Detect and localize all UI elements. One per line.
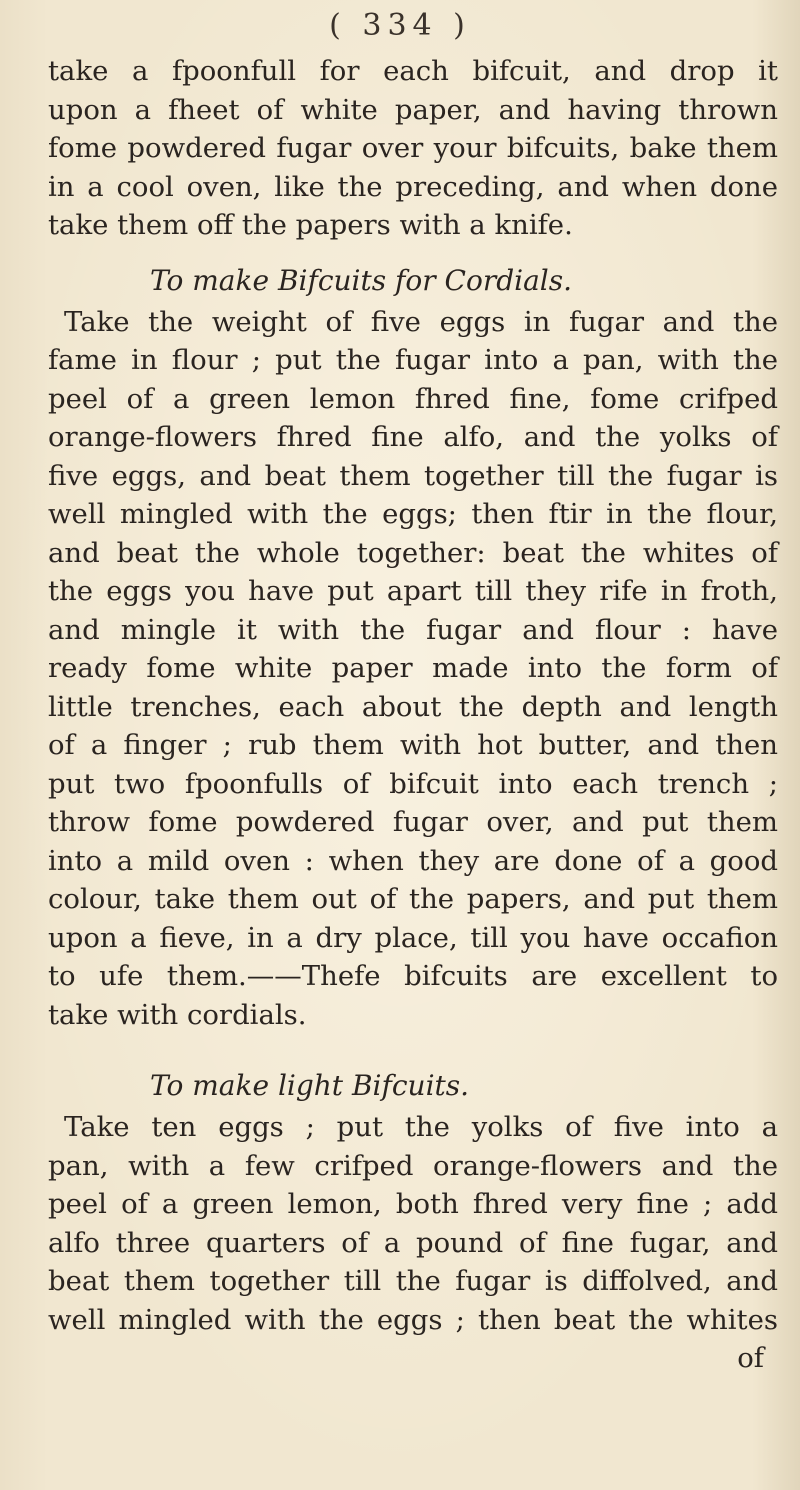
text-line: Take the weight of five eggs in fugar and the — [64, 305, 778, 338]
text-line: in a cool oven, like the preceding, and when done — [48, 170, 778, 203]
catchword: of — [737, 1342, 764, 1374]
text-line: take them off the papers with a knife. — [48, 209, 573, 241]
text-line: five eggs, and beat them together till the fugar is — [48, 459, 778, 492]
text-line: fame in flour ; put the fugar into a pan, with the — [48, 344, 778, 376]
text-line: to ufe them.——Thefe bifcuits are excellent to — [48, 960, 778, 992]
text-line: throw fome powdered fugar over, and put them — [48, 806, 778, 838]
text-line: Take ten eggs ; put the yolks of five into a — [64, 1111, 778, 1143]
section-heading: To make light Bifcuits. — [150, 1069, 470, 1102]
intro-paragraph — [48, 52, 778, 245]
text-line: pan, with a few crifped orange-flowers and the — [48, 1149, 778, 1182]
text-line: little trenches, each about the depth and length — [48, 690, 778, 723]
text-line: and beat the whole together: beat the whites of — [48, 536, 778, 569]
text-line: peel of a green lemon, both fhred very fine ; add — [48, 1188, 778, 1220]
text-line: upon a fheet of white paper, and having thrown — [48, 93, 778, 126]
text-line: take with cordials. — [48, 998, 307, 1031]
section-heading: To make Bifcuits for Cordials. — [150, 263, 572, 297]
text-line: colour, take them out of the papers, and put them — [48, 883, 778, 915]
text-line: and mingle it with the fugar and flour : have — [48, 613, 778, 646]
text-line: well mingled with the eggs; then ftir in the flour, — [48, 498, 778, 530]
text-line: into a mild oven : when they are done of a good — [48, 844, 778, 877]
text-line: peel of a green lemon fhred fine, fome crifped — [48, 382, 778, 415]
section-bifcuits-for-cordials — [48, 259, 778, 1035]
text-line: well mingled with the eggs ; then beat the whites — [48, 1303, 778, 1336]
text-line: alfo three quarters of a pound of fine fugar, and — [48, 1226, 778, 1259]
text-line: put two fpoonfulls of bifcuit into each trench ; — [48, 767, 778, 800]
text-line: the eggs you have put apart till they rife in froth, — [48, 575, 778, 607]
text-line: ready fome white paper made into the form of — [48, 652, 778, 684]
text-line: of a finger ; rub them with hot butter, and then — [48, 729, 778, 761]
text-line: fome powdered fugar over your bifcuits, bake them — [48, 132, 778, 164]
text-block — [48, 52, 778, 1378]
text-line: beat them together till the fugar is diffolved, and — [48, 1265, 778, 1297]
text-line: orange-flowers fhred fine alfo, and the yolks of — [48, 421, 778, 453]
section-light-bifcuits — [48, 1064, 778, 1378]
text-line: upon a fieve, in a dry place, till you have occafion — [48, 921, 778, 954]
page-number: ( 334 ) — [329, 8, 471, 43]
text-line: take a fpoonfull for each bifcuit, and drop it — [48, 55, 778, 87]
